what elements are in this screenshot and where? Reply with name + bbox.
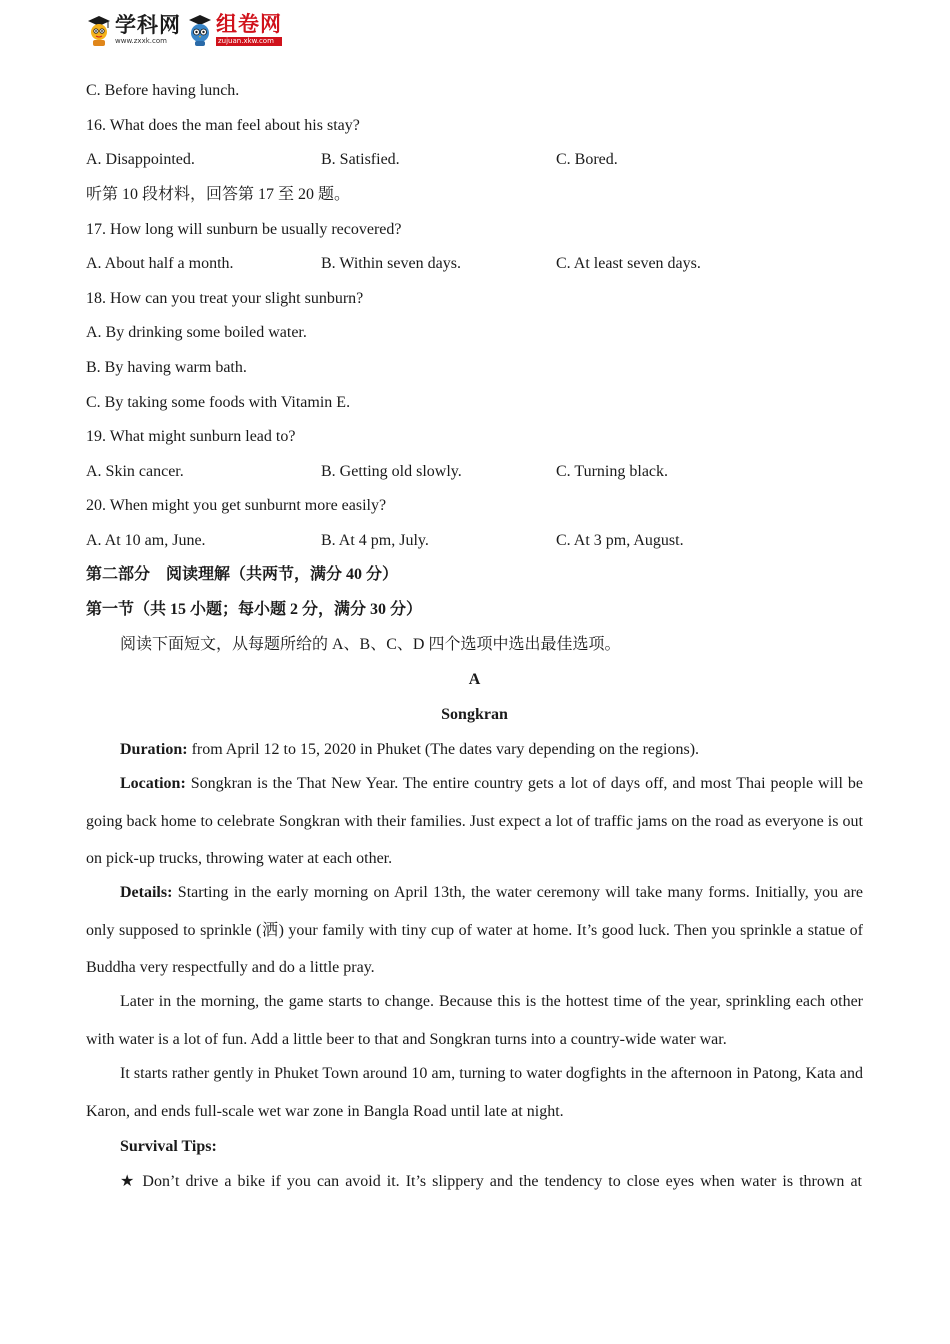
survival-tips-label: Survival Tips: — [120, 1138, 217, 1155]
passage-letter: A — [468, 671, 481, 688]
q17-option-b: B. Within seven days. — [321, 255, 461, 272]
later-paragraph: Later in the morning, the game starts to change. Because this is the hottest time of the year, sprinkling each other with water is a lot of fun. Add a little beer to that and Songkran turns into a country-wide water war. — [86, 993, 863, 1048]
q20-option-a: A. At 10 am, June. — [86, 532, 206, 549]
q18-option-b: B. By having warm bath. — [86, 359, 247, 376]
tip-1: ★ Don’t drive a bike if you can avoid it. It’s slippery and the tendency to close eyes when water is thrown at — [120, 1173, 862, 1190]
location-label: Location: — [120, 775, 186, 792]
reading-instruction: 阅读下面短文，从每题所给的 A、B、C、D 四个选项中选出最佳选项。 — [120, 636, 621, 653]
starts-paragraph: It starts rather gently in Phuket Town around 10 am, turning to water dogfights in the afternoon in Patong, Kata and Karon, and ends full-scale wet war zone in Bangla Road until late at night. — [86, 1065, 863, 1120]
owl-mascot-icon — [187, 13, 213, 47]
q20-option-b: B. At 4 pm, July. — [321, 532, 429, 549]
page-header — [86, 10, 282, 50]
duration-paragraph — [120, 740, 699, 760]
q17-option-c: C. At least seven days. — [556, 255, 701, 272]
q15-option-c: C. Before having lunch. — [86, 82, 240, 99]
q18-option-c: C. By taking some foods with Vitamin E. — [86, 394, 351, 411]
part2-heading: 第二部分 阅读理解（共两节，满分 40 分） — [86, 566, 399, 583]
q19-question: 19. What might sunburn lead to? — [86, 428, 296, 445]
zujuan-logo — [187, 13, 282, 47]
q20-question: 20. When might you get sunburnt more easily? — [86, 497, 387, 514]
location-text: Songkran is the That New Year. The entire country gets a lot of days off, and most Thai people will be going back home to celebrate Songkran with their families. Just expect a lot of traffic jams on the road as everyone is out on pick-up trucks, throwing water at each other. — [86, 775, 863, 867]
duration-text: from April 12 to 15, 2020 in Phuket (The dates vary depending on the regions). — [187, 741, 700, 758]
q19-option-c: C. Turning black. — [556, 463, 669, 480]
duration-label: Duration: — [120, 741, 188, 758]
graduate-mascot-icon — [86, 13, 112, 47]
q17-option-a: A. About half a month. — [86, 255, 234, 272]
zujuan-logo-text: 组卷网 — [216, 12, 282, 36]
passage-title: Songkran — [441, 706, 508, 723]
q18-question: 18. How can you treat your slight sunburn? — [86, 290, 364, 307]
q20-option-c: C. At 3 pm, August. — [556, 532, 684, 549]
zxxk-logo — [86, 13, 181, 47]
location-paragraph — [86, 765, 863, 878]
section1-heading: 第一节（共 15 小题；每小题 2 分，满分 30 分） — [86, 601, 423, 618]
details-label: Details: — [120, 884, 173, 901]
details-paragraph — [86, 874, 863, 987]
zxxk-logo-text: 学科网 — [115, 13, 181, 37]
q16-option-a: A. Disappointed. — [86, 151, 195, 168]
details-text: Starting in the early morning on April 13th, the water ceremony will take many forms. Initially, you are only supposed to sprinkle (洒) your family with tiny cup of water at home. It’s good luck. Then you sprinkle a statue of Buddha very respectfully and do a little pray. — [86, 884, 863, 976]
q18-option-a: A. By drinking some boiled water. — [86, 324, 307, 341]
q16-option-b: B. Satisfied. — [321, 151, 400, 168]
zxxk-logo-url: www.zxxk.com — [115, 37, 167, 45]
q19-option-b: B. Getting old slowly. — [321, 463, 462, 480]
q16-question: 16. What does the man feel about his stay? — [86, 117, 360, 134]
q19-option-a: A. Skin cancer. — [86, 463, 184, 480]
zujuan-logo-url: zujuan.xkw.com — [216, 37, 282, 46]
q16-option-c: C. Bored. — [556, 151, 618, 168]
section10-instruction: 听第 10 段材料，回答第 17 至 20 题。 — [86, 186, 351, 203]
q17-question: 17. How long will sunburn be usually recovered? — [86, 221, 402, 238]
